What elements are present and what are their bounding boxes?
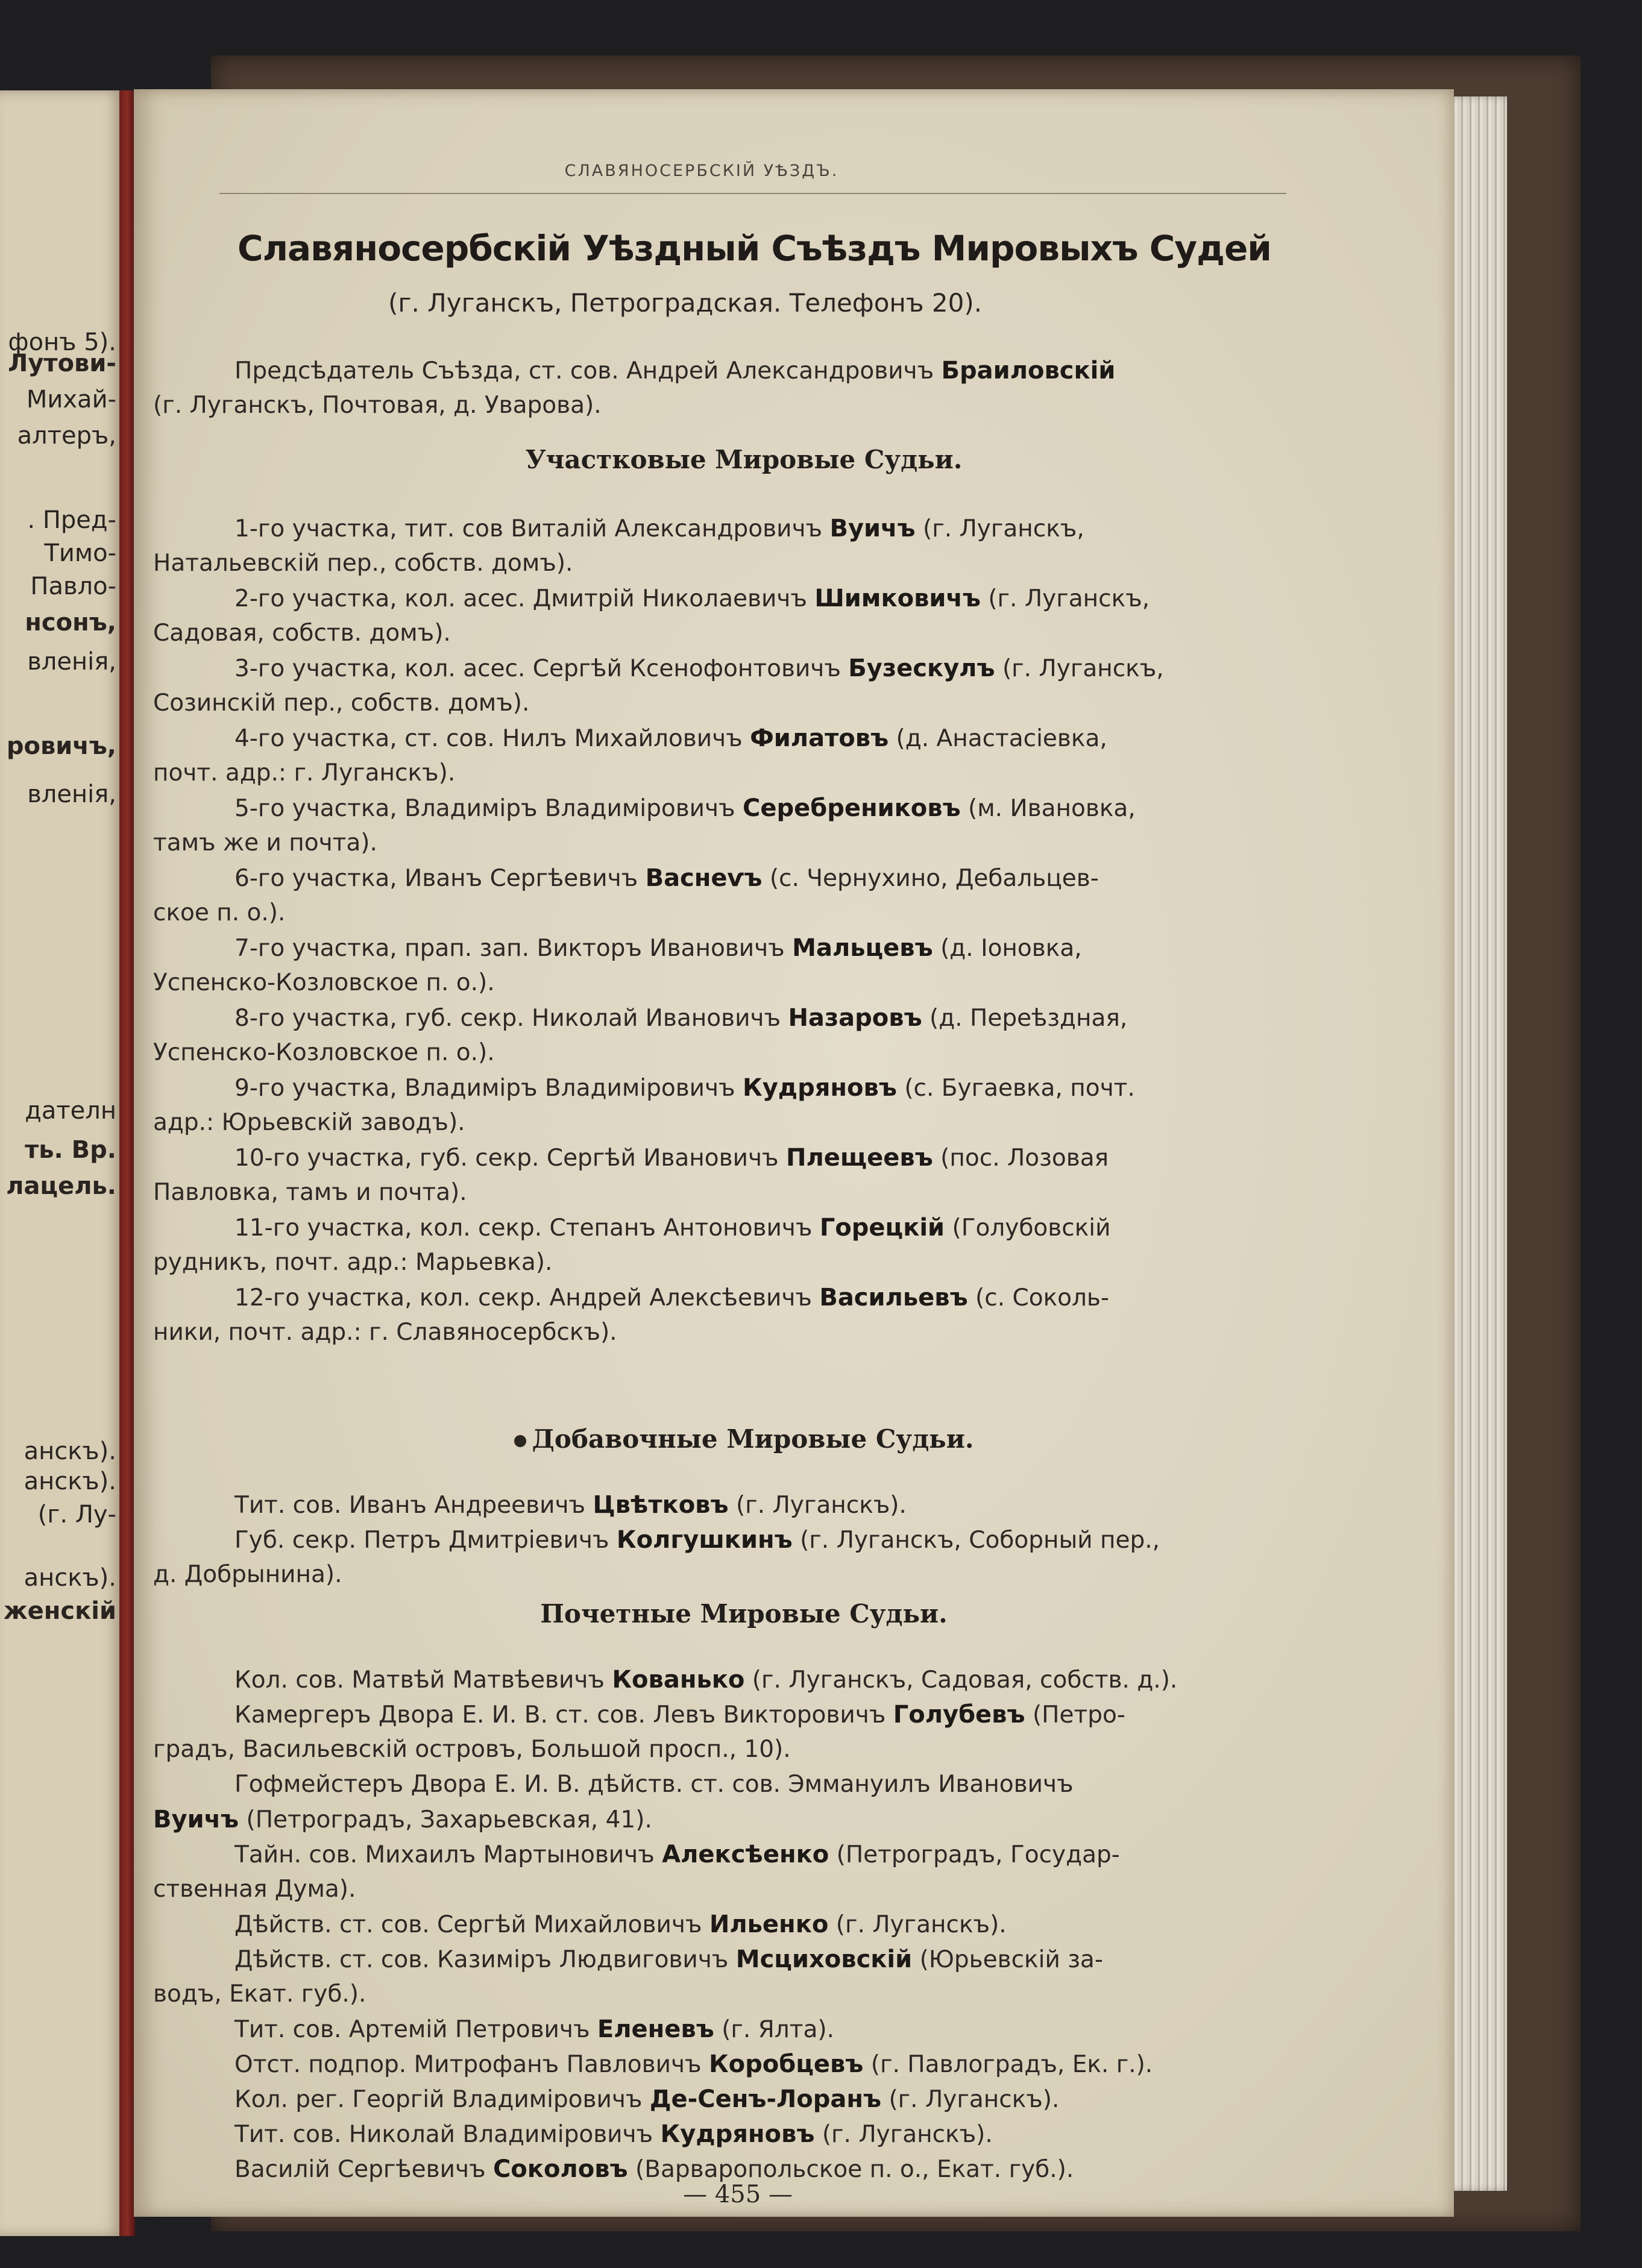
left-facing-page: [0, 90, 124, 2236]
entry-address: (г. Луганскъ).: [889, 2086, 1060, 2113]
district-judge-entry: [153, 1070, 1310, 1106]
entry-address: (д. Переѣздная,: [930, 1005, 1128, 1032]
entry-address-cont: водъ, Екат. губ.).: [153, 1981, 366, 2008]
entry-title: Кол. рег. Георгій Владиміровичъ: [234, 2086, 643, 2113]
entry-address: (г. Ялта).: [722, 2016, 834, 2043]
district-judge-entry-cont: [153, 546, 1310, 581]
entry-address-cont: Натальевскій пер., собств. домъ).: [153, 550, 573, 577]
left-page-fragment: нсонъ,: [25, 609, 116, 636]
district-judge-entry: [153, 1280, 1310, 1316]
left-page-fragment: ровичъ,: [6, 732, 116, 760]
ink-dot: [514, 1435, 526, 1447]
entry-title: Кол. сов. Матвѣй Матвѣевичъ: [234, 1666, 605, 1694]
additional-judge-entry: [153, 1487, 1310, 1523]
entry-address: (г. Луганскъ, Садовая, собств. д.).: [752, 1666, 1178, 1694]
honorary-judge-entry: [153, 1697, 1310, 1733]
entry-title: Василій Сергѣевичъ: [234, 2156, 486, 2183]
judge-name: Вуичъ: [153, 1806, 239, 1833]
book-page: [134, 89, 1454, 2217]
judge-name: Цвѣтковъ: [593, 1491, 729, 1519]
judge-name: Соколовъ: [492, 2155, 628, 2183]
district-judge-entry: [153, 511, 1310, 547]
section-heading-additional: [153, 1424, 1335, 1454]
section-heading-additional-text: Добавочные Мировые Судьи.: [532, 1424, 974, 1454]
entry-title: Тайн. сов. Михаилъ Мартыновичъ: [234, 1841, 655, 1868]
judge-name: Голубевъ: [893, 1701, 1025, 1729]
entry-address: (с. Бугаевка, почт.: [904, 1075, 1135, 1102]
entry-address-cont: Созинскій пер., собств. домъ).: [153, 690, 530, 717]
honorary-judge-entry: [153, 2047, 1310, 2082]
chairman-address: (г. Луганскъ, Почтовая, д. Уварова).: [153, 392, 602, 419]
entry-address-cont: тамъ же и почта).: [153, 829, 377, 856]
entry-address-cont: ственная Дума).: [153, 1876, 356, 1903]
entry-address-cont: (Петроградъ, Захарьевская, 41).: [246, 1806, 652, 1833]
left-page-fragment: фонъ 5).: [8, 328, 116, 356]
chairman-line-cont: [153, 388, 1310, 423]
left-page-fragment: вленія,: [27, 781, 116, 808]
entry-address: (г. Луганскъ, Соборный пер.,: [800, 1527, 1160, 1554]
entry-address-cont: ники, почт. адр.: г. Славяносербскъ).: [153, 1319, 617, 1346]
left-page-fragment: анскъ).: [24, 1437, 116, 1465]
entry-title: Гофмейстеръ Двора Е. И. В. дѣйств. ст. сов. Эммануилъ Ивановичъ: [234, 1771, 1074, 1798]
left-page-fragment: алтеръ,: [17, 422, 116, 450]
entry-title: 4-го участка, ст. сов. Нилъ Михайловичъ: [234, 725, 743, 752]
left-page-fragment: . Пред-: [27, 506, 116, 534]
entry-title: Дѣйств. ст. сов. Сергѣй Михайловичъ: [234, 1911, 702, 1938]
entry-address-cont: почт. адр.: г. Луганскъ).: [153, 759, 456, 787]
honorary-judge-entry: [153, 2117, 1310, 2152]
entry-address: (г. Луганскъ).: [735, 1492, 907, 1519]
honorary-judge-entry-cont: [153, 1802, 1310, 1838]
honorary-judge-entry: [153, 1767, 1310, 1802]
entry-title: Тит. сов. Николай Владиміровичъ: [234, 2121, 653, 2148]
entry-title: 11-го участка, кол. секр. Степанъ Антоновичъ: [234, 1214, 813, 1242]
page-subtitle: (г. Луганскъ, Петроградская. Телефонъ 20).: [388, 288, 983, 318]
district-judge-entry-cont: [153, 896, 1310, 931]
judge-name: Алексѣенко: [662, 1841, 829, 1868]
entry-address: (Юрьевскій за-: [919, 1946, 1103, 1973]
honorary-judge-entry-cont: [153, 1872, 1310, 1907]
judge-name: Кудряновъ: [660, 2120, 815, 2148]
district-judge-entry-cont: [153, 1175, 1310, 1210]
left-page-fragment: Михай-: [26, 386, 116, 413]
entry-address-cont: Успенско-Козловское п. о.).: [153, 969, 495, 996]
judge-name: Кованько: [612, 1666, 745, 1694]
entry-title: Губ. секр. Петръ Дмитріевичъ: [234, 1527, 609, 1554]
entry-address-cont: адр.: Юрьевскій заводъ).: [153, 1109, 465, 1136]
entry-address-cont: рудникъ, почт. адр.: Марьевка).: [153, 1249, 553, 1276]
district-judge-entry: [153, 1000, 1310, 1036]
entry-address: (Варваропольское п. о., Екат. губ.).: [635, 2156, 1074, 2183]
honorary-judge-entry: [153, 1907, 1310, 1943]
entry-title: 6-го участка, Иванъ Сергѣевичъ: [234, 865, 638, 892]
judge-name: Ильенко: [709, 1911, 829, 1938]
entry-address-cont: Садовая, собств. домъ).: [153, 620, 451, 647]
district-judge-entry-cont: [153, 826, 1310, 861]
district-judge-entry-cont: [153, 686, 1310, 721]
judge-name: Бузескулъ: [848, 655, 995, 682]
entry-address: (г. Павлоградъ, Ек. г.).: [870, 2051, 1153, 2078]
district-judge-entry-cont: [153, 1105, 1310, 1140]
left-page-fragment: вленія,: [27, 648, 116, 676]
entry-address: (с. Чернухино, Дебальцев-: [769, 865, 1099, 892]
judge-name: Мсциховскій: [735, 1946, 913, 1973]
page-title: Славяносербскій Уѣздный Съѣздъ Мировыхъ Судей: [237, 228, 1271, 269]
judge-name: Колгушкинъ: [616, 1526, 793, 1554]
section-heading-district: Участковые Мировые Судьи.: [525, 445, 963, 474]
additional-judge-entry: [153, 1522, 1310, 1558]
judge-name: Филатовъ: [750, 724, 889, 752]
running-head: СЛАВЯНОСЕРБСКІЙ УѢЗДЪ.: [564, 162, 839, 180]
judge-name: Горецкій: [819, 1214, 945, 1242]
left-page-fragment: ть. Вр.: [25, 1136, 116, 1164]
page-number: — 455 —: [683, 2181, 793, 2208]
left-page-fragment: Лутови-: [8, 350, 116, 377]
judge-name: Мальцевъ: [792, 934, 933, 962]
entry-address: (д. Анастасіевка,: [896, 725, 1107, 752]
entry-address-cont: Павловка, тамъ и почта).: [153, 1179, 467, 1206]
district-judge-entry-cont: [153, 1245, 1310, 1280]
left-page-fragment: Тимо-: [44, 539, 116, 567]
judge-name: Кудряновъ: [743, 1074, 897, 1102]
honorary-judge-entry: [153, 1662, 1310, 1698]
judge-name: Серебрениковъ: [743, 794, 961, 822]
district-judge-entry-cont: [153, 756, 1310, 791]
judge-name: Коробцевъ: [708, 2050, 864, 2078]
judge-name: Плещеевъ: [786, 1144, 933, 1172]
entry-address-cont: градъ, Васильевскій островъ, Большой просп., 10).: [153, 1736, 791, 1763]
entry-address: (д. Іоновка,: [940, 935, 1082, 962]
entry-title: 8-го участка, губ. секр. Николай Ивановичъ: [234, 1005, 781, 1032]
entry-title: 9-го участка, Владиміръ Владиміровичъ: [234, 1075, 735, 1102]
entry-address: (г. Луганскъ).: [835, 1911, 1007, 1938]
entry-title: 10-го участка, губ. секр. Сергѣй Ивановичъ: [234, 1145, 779, 1172]
district-judge-entry-cont: [153, 616, 1310, 651]
district-judge-entry: [153, 581, 1310, 617]
judge-name: Вуичъ: [829, 515, 916, 542]
entry-address: (Петро-: [1032, 1701, 1125, 1729]
district-judge-entry: [153, 1140, 1310, 1176]
judge-name: Васильевъ: [819, 1284, 968, 1311]
chairman-name: Браиловскій: [941, 357, 1116, 385]
left-page-fragment: лацель.: [6, 1172, 116, 1200]
district-judge-entry: [153, 721, 1310, 756]
entry-title: 1-го участка, тит. сов Виталій Александровичъ: [234, 515, 823, 542]
entry-address: (Петроградъ, Государ-: [836, 1841, 1120, 1868]
left-page-fragment: анскъ).: [24, 1564, 116, 1592]
judge-name: Назаровъ: [788, 1004, 922, 1032]
additional-judge-entry-cont: [153, 1557, 1310, 1592]
entry-title: 7-го участка, прап. зап. Викторъ Ивановичъ: [234, 935, 785, 962]
section-heading-honorary: Почетные Мировые Судьи.: [540, 1599, 948, 1629]
left-page-fragment: дателн: [25, 1097, 116, 1125]
district-judge-entry-cont: [153, 966, 1310, 1000]
left-page-fragment: Павло-: [30, 573, 116, 600]
entry-address-cont: д. Добрынина).: [153, 1561, 342, 1588]
judge-name: Васнеѵъ: [645, 864, 763, 892]
honorary-judge-entry-cont: [153, 1732, 1310, 1767]
honorary-judge-entry-cont: [153, 1977, 1310, 2012]
judge-name: Шимковичъ: [814, 585, 981, 612]
entry-address: (г. Луганскъ,: [988, 585, 1150, 612]
district-judge-entry-cont: [153, 1315, 1310, 1350]
entry-title: Отст. подпор. Митрофанъ Павловичъ: [234, 2051, 702, 2078]
entry-address: (г. Луганскъ,: [922, 515, 1084, 542]
chairman-text: Предсѣдатель Съѣзда, ст. сов. Андрей Александровичъ: [234, 357, 934, 385]
entry-title: Камергеръ Двора Е. И. В. ст. сов. Левъ Викторовичъ: [234, 1701, 886, 1729]
left-page-fragment: женскій: [3, 1597, 116, 1625]
district-judge-entry: [153, 791, 1310, 826]
honorary-judge-entry: [153, 1837, 1310, 1873]
judge-name: Де-Сенъ-Лоранъ: [649, 2085, 882, 2113]
entry-address: (Голубовскій: [952, 1214, 1111, 1242]
honorary-judge-entry: [153, 2012, 1310, 2047]
entry-title: Дѣйств. ст. сов. Казиміръ Людвиговичъ: [234, 1946, 729, 1973]
entry-title: 3-го участка, кол. асес. Сергѣй Ксенофонтовичъ: [234, 655, 841, 682]
left-page-fragment: (г. Лу-: [37, 1501, 116, 1528]
honorary-judge-entry: [153, 1942, 1310, 1977]
left-page-fragment: анскъ).: [24, 1468, 116, 1495]
chairman-line: [153, 353, 1310, 389]
entry-address: (пос. Лозовая: [940, 1145, 1109, 1172]
entry-address: (г. Луганскъ,: [1002, 655, 1164, 682]
judge-name: Еленевъ: [597, 2015, 714, 2043]
entry-address-cont: Успенско-Козловское п. о.).: [153, 1039, 495, 1066]
honorary-judge-entry: [153, 2082, 1310, 2117]
book-spine: [119, 90, 135, 2236]
entry-title: 5-го участка, Владиміръ Владиміровичъ: [234, 795, 735, 822]
header-rule: [219, 193, 1286, 194]
entry-address-cont: ское п. о.).: [153, 899, 286, 926]
entry-title: 12-го участка, кол. секр. Андрей Алексѣевичъ: [234, 1284, 812, 1311]
entry-address: (м. Ивановка,: [968, 795, 1136, 822]
district-judge-entry: [153, 651, 1310, 686]
district-judge-entry-cont: [153, 1035, 1310, 1070]
entry-title: Тит. сов. Артемій Петровичъ: [234, 2016, 590, 2043]
entry-title: 2-го участка, кол. асес. Дмитрій Николаевичъ: [234, 585, 807, 612]
district-judge-entry: [153, 861, 1310, 896]
entry-title: Тит. сов. Иванъ Андреевичъ: [234, 1492, 586, 1519]
district-judge-entry: [153, 1210, 1310, 1246]
entry-address: (с. Соколь-: [975, 1284, 1109, 1311]
entry-address: (г. Луганскъ).: [822, 2121, 993, 2148]
district-judge-entry: [153, 931, 1310, 966]
